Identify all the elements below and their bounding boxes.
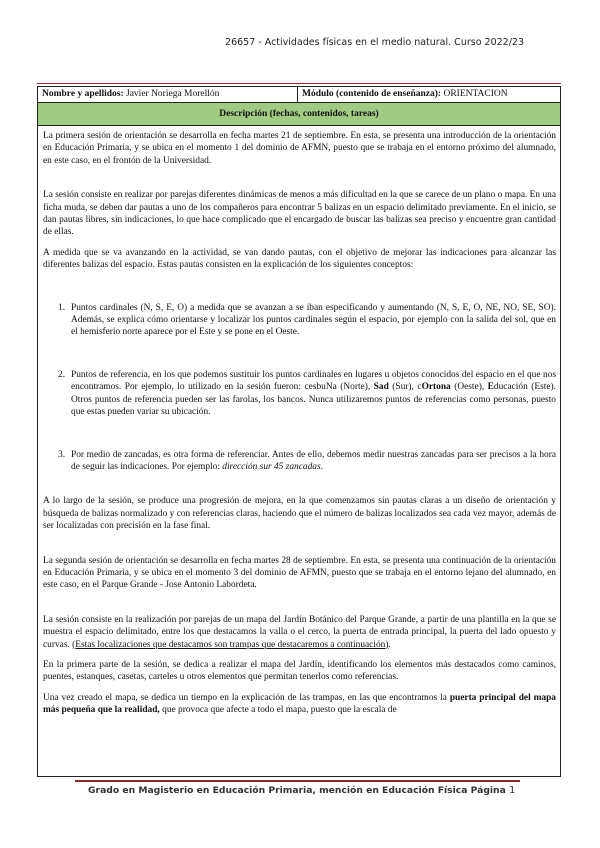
paragraph-text: .	[388, 639, 391, 650]
list-item-reference-points	[43, 369, 556, 419]
paragraph-session2-first-part: En la primera parte de la sesión, se dedica a realizar el mapa del Jardín, identificando los elementos más destacados como caminos, puentes, estanques, casetas, carteles u otros elementos que permitan tenerlos como referencias.	[43, 659, 556, 683]
paragraph-progression: A medida que se va avanzando en la actividad, se van dando pautas, con el objetivo de mejorar las indicaciones para alcanzar las diferentes balizas del espacio. Estas pautas consisten en la explicación de los siguientes conceptos:	[43, 247, 556, 271]
header-rule	[37, 83, 561, 84]
module-label: Módulo (contenido de enseñanza):	[302, 89, 442, 99]
paragraph-text: que provoca que afecte a todo el mapa, puesto que la escala de	[159, 705, 397, 716]
spacer	[43, 280, 556, 302]
paragraph-session1-dynamics: La sesión consiste en realizar por parejas diferentes dinámicas de menos a más dificultad en la que se carece de un plano o mapa. En una ficha muda, se deben dar pautas a uno de los compañeros para encontrar 5 balizas en un espacio delimitado previamente. En el inicio, se dan pautas libres, sin indicaciones, lo que hace complicado que el encargado de buscar las balizas sea preciso y encuentre gran cantidad de ellas.	[43, 190, 556, 238]
page-footer	[88, 785, 515, 796]
footer-rule	[75, 780, 520, 782]
list-item-text: .	[320, 461, 323, 472]
description-body	[38, 126, 560, 717]
page-number: 1	[508, 785, 516, 796]
module-value: ORIENTACION	[441, 89, 508, 99]
course-header: 26657 - Actividades físicas en el medio natural. Curso 2022/23	[225, 37, 524, 48]
paragraph-session2-intro: La segunda sesión de orientación se desarrolla en fecha martes 28 de septiembre. En esta, se presenta una continuación de la orientación en Educación Primaria, y se ubica en el momento 3 del dominio de AFMN, puesto que se trabaja en el entorno lejano del alumnado, en este caso, en el Parque Grande - Jose Antonio Labordeta.	[43, 555, 556, 591]
paragraph-text: Una vez creado el mapa, se dedica un tiempo en la explicación de las trampas, en las que encontramos la	[43, 692, 450, 703]
spacer	[43, 347, 556, 369]
list-item-text: ducación (Este). Otros puntos de referencia pueden ser las farolas, los bancos. Nunca utilizaremos puntos de referencias como personas, puesto que estas pueden variar su ubicación.	[71, 382, 556, 418]
stride-example: dirección sur 45 zancadas	[222, 461, 321, 472]
list-number: 1.	[58, 302, 66, 313]
description-header: Descripción (fechas, contenidos, tareas)	[38, 103, 560, 126]
list-item-text: (Oeste),	[450, 382, 488, 393]
info-row	[38, 87, 560, 103]
list-item-text: Puntos de referencia, en los que podemos sustituir los puntos cardinales en lugares u objetos conocidos del espacio en el que nos encontramos. Por ejemplo, lo utilizado en la sesión fueron: cesbuNa (Norte),	[71, 369, 556, 393]
traps-note: (Estas localizaciones que destacamos son trampas que destacaremos a continuación)	[72, 639, 389, 650]
name-value: Javier Noriega Morellón	[123, 89, 220, 99]
list-item-text: Puntos cardinales (N, S, E, O) a medida que se avanzan a se iban especificando y aumentando (N, S, E, O, NE, NO, SE, SO). Además, se explica cómo orientarse y localizar los puntos cardinales según el espacio, por ejemplo con la salida del sol, que en el hemisferio norte aparece por el Este y se pone en el Oeste.	[71, 302, 556, 338]
spacer	[43, 481, 556, 495]
trap-highlight: puerta principal del mapa más pequeña que la realidad,	[43, 692, 556, 716]
spacer	[43, 427, 556, 449]
name-label: Nombre y apellidos:	[42, 89, 124, 99]
spacer	[43, 541, 556, 555]
paragraph-session2-map	[43, 614, 556, 651]
list-number: 2.	[58, 369, 66, 380]
paragraph-session1-intro: La primera sesión de orientación se desarrolla en fecha martes 21 de septiembre. En esta, se presenta una introducción de la orientación en Educación Primaria, y se ubica en el momento 1 del dominio de AFMN, puesto que se trabaja en el entorno próximo del alumnado, en este caso, en el frontón de la Universidad.	[43, 131, 556, 166]
spacer	[43, 600, 556, 614]
footer-text: Grado en Magisterio en Educación Primaria, mención en Educación Física Página	[88, 785, 509, 796]
ref-educacion: E	[487, 382, 494, 393]
paragraph-text: La sesión consiste en la realización por parejas de un mapa del Jardín Botánico del Parque Grande, a partir de una plantilla en la que se muestra el espacio delimitado, entre los que destacamos la valla o el cerco, la puerta de entrada principal, la puerta del lado opuesto y curvas.	[43, 614, 556, 650]
paragraph-session1-summary: A lo largo de la sesión, se produce una progresión de mejora, en la que comenzamos sin pautas claras a un diseño de orientación y búsqueda de balizas normalizado y con referencias claras, haciendo que el número de balizas localizados sea cada vez mayor, además de ser localizadas con precisión en la fase final.	[43, 496, 556, 532]
list-item-text: Por medio de zancadas, es otra forma de referenciar. Antes de ello, debemos medir nuestras zancadas para ser precisos a la hora de seguir las indicaciones. Por ejemplo:	[71, 449, 556, 472]
list-item-strides	[43, 449, 556, 474]
spacer	[43, 175, 556, 189]
activity-form	[37, 86, 561, 777]
list-item-cardinal-points	[43, 302, 556, 339]
ref-sad: Sad	[373, 382, 389, 393]
module-cell	[298, 87, 560, 102]
ref-ortona: Ortona	[421, 382, 451, 393]
paragraph-session2-traps	[43, 692, 556, 717]
list-number: 3.	[58, 449, 66, 460]
name-cell	[38, 87, 298, 102]
list-item-text: (Sur), c	[388, 382, 422, 393]
